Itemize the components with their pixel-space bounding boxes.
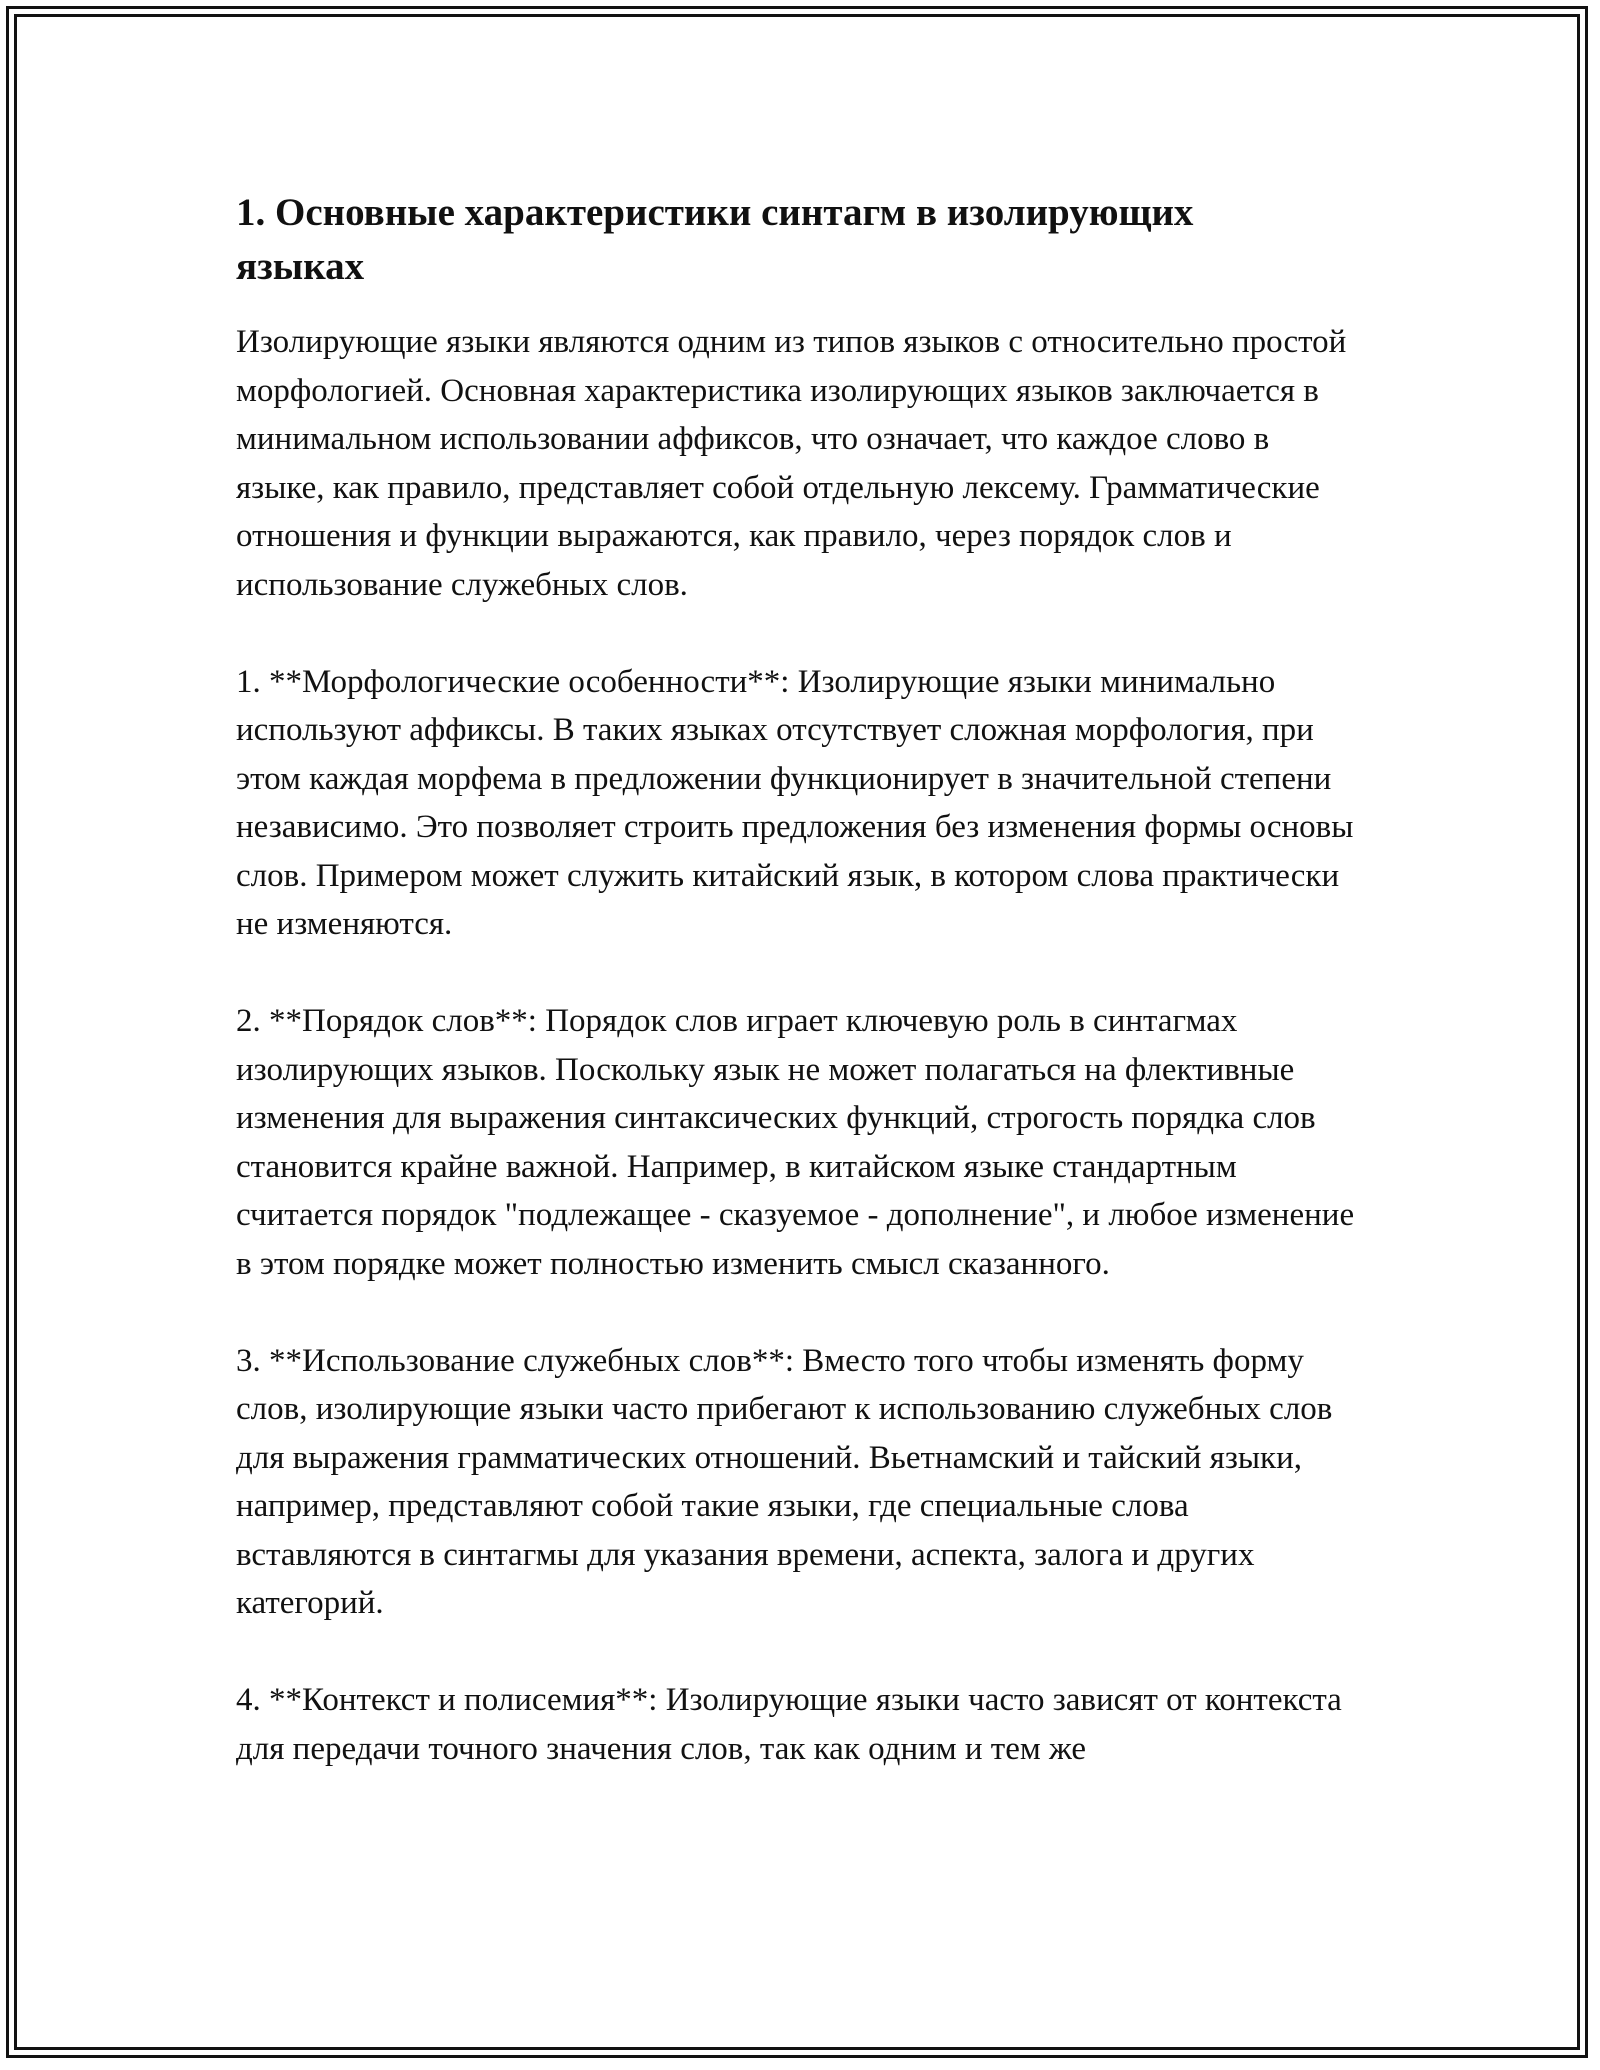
list-item-context-polysemy: 4. **Контекст и полисемия**: Изолирующие языки часто зависят от контекста для передачи точного значения слов, так как одним и тем же (236, 1682, 1342, 1767)
list-item-function-words: 3. **Использование служебных слов**: Вместо того чтобы изменять форму слов, изолирующие языки часто прибегают к использованию служебных слов для выражения грамматических отношений. Вьетнамский и тайский языки, например, представляют собой такие языки, где специальные слова вставляются в синтагмы для указания времени, аспекта, залога и других категорий. (236, 1342, 1333, 1621)
intro-paragraph: Изолирующие языки являются одним из типов языков с относительно простой морфологией. Основная характеристика изолирующих языков заключается в минимальном использовании аффиксов, что означает, что каждое слово в языке, как правило, представляет собой отдельную лексему. Грамматические отношения и функции выражаются, как правило, через порядок слов и использование служебных слов. (236, 324, 1347, 603)
section-heading: 1. Основные характеристики синтагм в изолирующих языках (236, 191, 1194, 288)
document-body (236, 186, 1364, 1822)
list-item-morphology: 1. **Морфологические особенности**: Изолирующие языки минимально используют аффиксы. В таких языках отсутствует сложная морфология, при этом каждая морфема в предложении функционирует в значительной степени независимо. Это позволяет строить предложения без изменения формы основы слов. Примером может служить китайский язык, в котором слова практически не изменяются. (236, 663, 1354, 942)
list-item-word-order: 2. **Порядок слов**: Порядок слов играет ключевую роль в синтагмах изолирующих языков. Поскольку язык не может полагаться на флективные изменения для выражения синтаксических функций, строгость порядка слов становится крайне важной. Например, в китайском языке стандартным считается порядок "подлежащее - сказуемое - дополнение", и любое изменение в этом порядке может полностью изменить смысл сказанного. (236, 1003, 1355, 1282)
